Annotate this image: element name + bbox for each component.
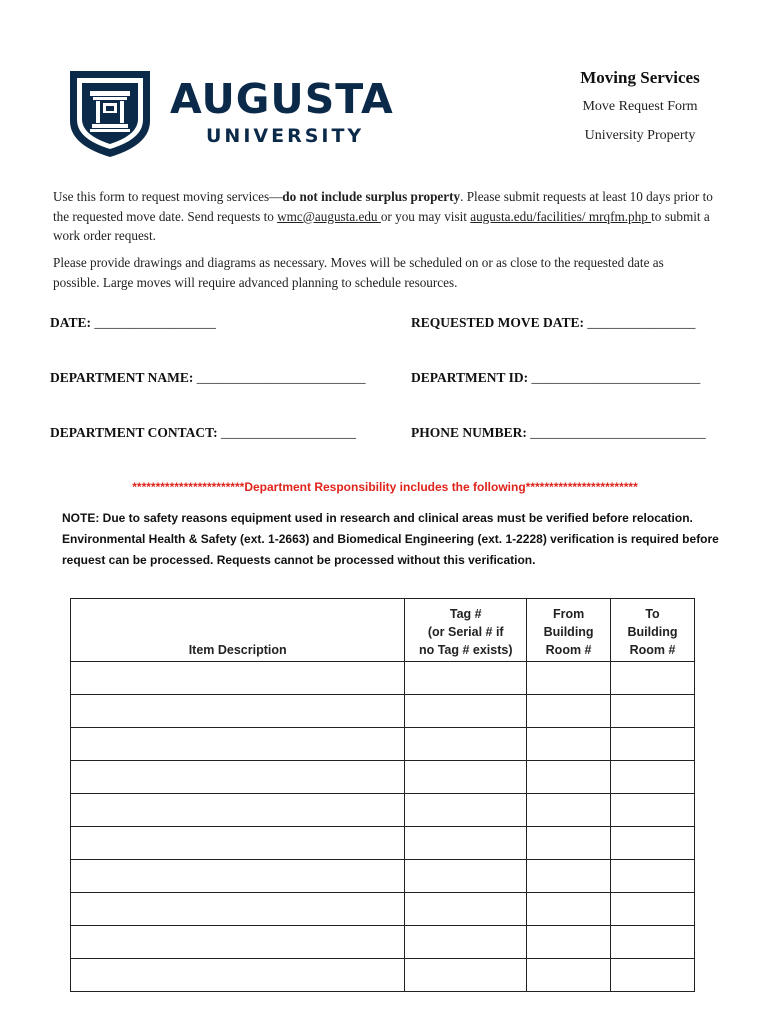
- table-row: [71, 926, 695, 959]
- item-description-cell[interactable]: [71, 860, 405, 893]
- tag-number-cell[interactable]: [405, 893, 527, 926]
- tag-number-cell[interactable]: [405, 794, 527, 827]
- table-row: [71, 893, 695, 926]
- from-building-room-cell[interactable]: [527, 860, 611, 893]
- requested-move-date-label: REQUESTED MOVE DATE:: [411, 315, 585, 330]
- item-description-cell[interactable]: [71, 926, 405, 959]
- department-contact-field[interactable]: [50, 425, 356, 441]
- logo-subname: UNIVERSITY: [206, 125, 365, 147]
- date-label: DATE:: [50, 315, 92, 330]
- table-row: [71, 959, 695, 992]
- safety-note: NOTE: Due to safety reasons equipment used in research and clinical areas must be verified before relocation. Environmental Health & Safety (ext. 1-2663) and Biomedical Engineering (ext. 1-2228) verification is required before request can be processed. Requests cannot be processed without this verification.: [62, 511, 719, 567]
- intro-text: . Please submit requests at least 10 days prior to the requested move date. Send requests to: [53, 189, 713, 224]
- department-id-blank: _________________________: [531, 370, 701, 385]
- tag-number-cell[interactable]: [405, 728, 527, 761]
- from-building-room-cell[interactable]: [527, 695, 611, 728]
- item-description-cell[interactable]: [71, 827, 405, 860]
- table-row: [71, 761, 695, 794]
- tag-number-cell[interactable]: [405, 959, 527, 992]
- from-building-room-cell[interactable]: [527, 728, 611, 761]
- tag-number-cell[interactable]: [405, 662, 527, 695]
- department-name-blank: _________________________: [196, 370, 366, 385]
- augusta-university-logo: [68, 69, 408, 159]
- to-building-room-header: To Building Room #: [611, 599, 695, 662]
- table-row: [71, 695, 695, 728]
- item-description-header: Item Description: [71, 599, 405, 662]
- from-building-room-cell[interactable]: [527, 761, 611, 794]
- item-description-cell[interactable]: [71, 794, 405, 827]
- work-order-link[interactable]: augusta.edu/facilities/ mrqfm.php: [470, 208, 652, 224]
- tag-number-cell[interactable]: [405, 926, 527, 959]
- to-building-room-cell[interactable]: [611, 728, 695, 761]
- form-subtitle-2: University Property: [584, 128, 696, 143]
- responsibility-banner: ************************Department Responsibility includes the following************************: [132, 480, 638, 494]
- tag-number-cell[interactable]: [405, 860, 527, 893]
- item-description-cell[interactable]: [71, 893, 405, 926]
- to-building-room-cell[interactable]: [611, 926, 695, 959]
- email-link[interactable]: wmc@augusta.edu: [277, 208, 381, 224]
- to-building-room-cell[interactable]: [611, 794, 695, 827]
- tag-number-header: Tag # (or Serial # if no Tag # exists): [405, 599, 527, 662]
- department-name-field[interactable]: [50, 370, 366, 386]
- to-building-room-cell[interactable]: [611, 959, 695, 992]
- department-id-label: DEPARTMENT ID:: [411, 370, 529, 385]
- to-building-room-cell[interactable]: [611, 827, 695, 860]
- item-description-cell[interactable]: [71, 959, 405, 992]
- requested-move-date-blank: ________________: [587, 315, 696, 330]
- from-building-room-cell[interactable]: [527, 794, 611, 827]
- to-building-room-cell[interactable]: [611, 893, 695, 926]
- items-table: [70, 598, 695, 992]
- item-description-cell[interactable]: [71, 761, 405, 794]
- intro-text: to submit a work order request.: [53, 208, 710, 243]
- department-name-label: DEPARTMENT NAME:: [50, 370, 194, 385]
- table-header-row: [71, 599, 695, 662]
- intro-bold-text: do not include surplus property: [282, 189, 461, 204]
- table-row: [71, 860, 695, 893]
- date-field[interactable]: [50, 315, 216, 331]
- tag-number-cell[interactable]: [405, 695, 527, 728]
- intro-paragraph: [53, 187, 713, 246]
- date-blank: __________________: [94, 315, 216, 330]
- form-subtitle: Move Request Form: [582, 99, 698, 114]
- department-id-field[interactable]: [411, 370, 700, 386]
- to-building-room-cell[interactable]: [611, 860, 695, 893]
- form-title: Moving Services: [580, 68, 700, 87]
- to-building-room-cell[interactable]: [611, 695, 695, 728]
- phone-number-label: PHONE NUMBER:: [411, 425, 527, 440]
- to-building-room-cell[interactable]: [611, 662, 695, 695]
- from-building-room-cell[interactable]: [527, 662, 611, 695]
- requested-move-date-field[interactable]: [411, 315, 695, 331]
- intro-text: or you may visit: [380, 208, 471, 224]
- item-description-cell[interactable]: [71, 728, 405, 761]
- from-building-room-cell[interactable]: [527, 893, 611, 926]
- table-row: [71, 794, 695, 827]
- shield-icon: [68, 69, 152, 159]
- instructions-paragraph: Please provide drawings and diagrams as necessary. Moves will be scheduled on or as close to the requested date as possible. Large moves will require advanced planning to schedule resources.: [53, 255, 664, 290]
- from-building-room-header: From Building Room #: [527, 599, 611, 662]
- phone-number-blank: __________________________: [530, 425, 706, 440]
- from-building-room-cell[interactable]: [527, 827, 611, 860]
- item-description-cell[interactable]: [71, 695, 405, 728]
- intro-text: Use this form to request moving services—: [53, 189, 283, 204]
- from-building-room-cell[interactable]: [527, 959, 611, 992]
- table-row: [71, 662, 695, 695]
- from-building-room-cell[interactable]: [527, 926, 611, 959]
- tag-number-cell[interactable]: [405, 827, 527, 860]
- to-building-room-cell[interactable]: [611, 761, 695, 794]
- table-row: [71, 827, 695, 860]
- table-row: [71, 728, 695, 761]
- logo-name: AUGUSTA: [170, 75, 394, 123]
- phone-number-field[interactable]: [411, 425, 706, 441]
- tag-number-cell[interactable]: [405, 761, 527, 794]
- department-contact-blank: ____________________: [221, 425, 357, 440]
- item-description-cell[interactable]: [71, 662, 405, 695]
- department-contact-label: DEPARTMENT CONTACT:: [50, 425, 218, 440]
